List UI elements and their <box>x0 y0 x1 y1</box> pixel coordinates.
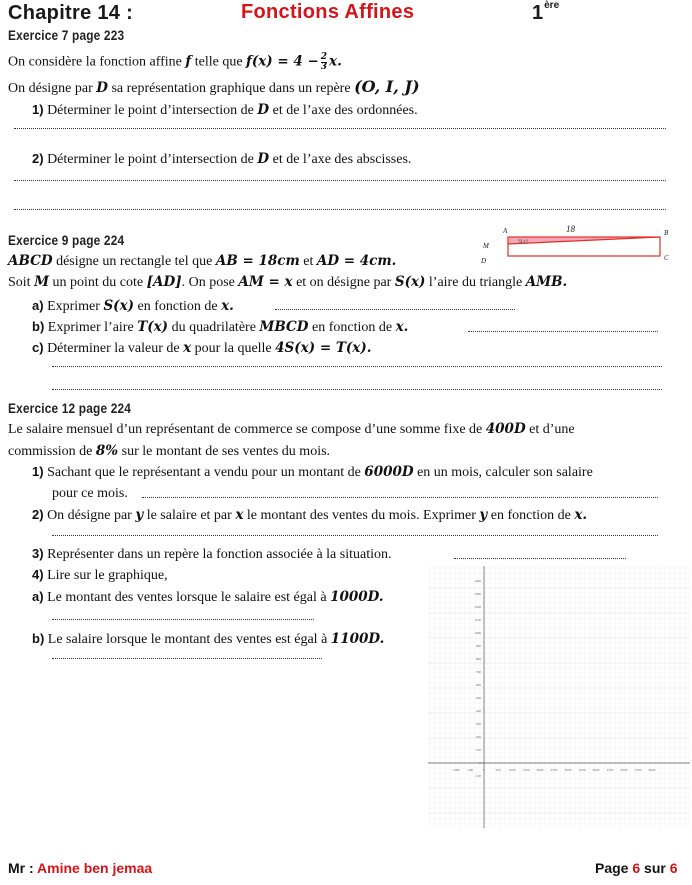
chapter-title: Fonctions Affines <box>241 1 415 23</box>
ex9-qa-x: x. <box>221 298 234 314</box>
length-label: 18 <box>566 224 575 234</box>
y-tick-label: 100 <box>475 748 481 752</box>
ex12-q1-c: pour ce mois. <box>52 486 128 501</box>
ex12-q2-b: le salaire et par <box>146 508 232 523</box>
y-tick-label: 600 <box>475 683 481 687</box>
ex9-et: et <box>303 254 314 269</box>
x-tick-label: -500 <box>466 768 474 772</box>
chapter-label: Chapitre 14 : <box>8 2 134 24</box>
ex9-seg: [AD] <box>146 274 182 290</box>
ex12-q2-y: y <box>135 507 144 523</box>
ex7-q1-num: 1) <box>32 102 44 117</box>
y-tick-label: 500 <box>475 696 481 700</box>
answer-line[interactable] <box>14 180 666 181</box>
answer-line[interactable] <box>52 389 662 390</box>
area-label: S(x) <box>518 239 528 245</box>
point-a-label: A <box>503 227 508 235</box>
point-m-label: M <box>483 242 489 250</box>
author-prefix: Mr : <box>8 860 34 876</box>
ex12-q2-c: le montant des ventes du mois. Exprimer <box>246 508 476 523</box>
page-indicator <box>595 860 678 876</box>
y-tick-label: 400 <box>475 709 481 713</box>
y-tick-label: -100 <box>474 774 481 778</box>
y-tick-label: 700 <box>475 670 481 674</box>
ex12-qa <box>32 588 384 606</box>
ex9-qa-before: Exprimer <box>47 299 100 314</box>
ex9-m: M <box>34 274 50 290</box>
point-d-label: D <box>481 257 487 265</box>
ex9-qb-num: b) <box>32 319 45 334</box>
ex9-qb-x: x. <box>395 319 409 335</box>
ex12-qb-text: Le salaire lorsque le montant des ventes est égal à <box>47 632 328 647</box>
x-tick-label: 5000 <box>620 768 628 772</box>
y-tick-label: 1100 <box>474 618 481 622</box>
author-name: Amine ben jemaa <box>37 860 153 876</box>
y-tick-label: 1400 <box>474 579 481 583</box>
ex7-q2-before: Déterminer le point d’intersection de <box>47 152 254 167</box>
x-tick-label: 3000 <box>564 768 572 772</box>
ex12-q2-x: x <box>235 507 244 523</box>
ex9-qb-mbcd: MBCD <box>259 319 309 335</box>
answer-line[interactable] <box>142 497 658 498</box>
page-of: sur <box>644 860 666 876</box>
answer-line[interactable] <box>52 366 662 367</box>
ex7-q1-before: Déterminer le point d’intersection de <box>47 103 254 118</box>
ex12-q4 <box>32 566 168 584</box>
ex9-qb <box>32 318 408 336</box>
ex12-p1-val: 400D <box>485 421 526 437</box>
answer-line[interactable] <box>52 535 658 536</box>
author-footer <box>8 860 152 876</box>
ex12-qb <box>32 630 384 648</box>
ex9-line1 <box>8 253 396 270</box>
x-tick-label: 4000 <box>592 768 600 772</box>
answer-line[interactable] <box>275 309 515 310</box>
ex12-qb-num: b) <box>32 631 45 646</box>
y-tick-label: 800 <box>475 657 481 661</box>
ex7-title: Exercice 7 page 223 <box>8 28 125 43</box>
ex12-q1-b: en un mois, calculer son salaire <box>417 465 593 480</box>
y-tick-label: 900 <box>475 644 481 648</box>
ex9-soit: Soit <box>8 275 31 290</box>
ex9-qb-t: T(x) <box>137 319 169 335</box>
ex12-title: Exercice 12 page 224 <box>8 401 132 416</box>
ex12-q1-a: Sachant que le représentant a vendu pour un montant de <box>47 465 361 480</box>
x-tick-label: 4500 <box>606 768 614 772</box>
ex9-qc-x: x <box>183 340 192 356</box>
ex7-formula-right: x. <box>329 53 342 70</box>
ex12-p2-a: commission de <box>8 444 93 459</box>
x-tick-label: 3500 <box>578 768 586 772</box>
x-tick-label: 5500 <box>634 768 642 772</box>
page-total: 6 <box>669 860 678 876</box>
ex12-q3 <box>32 545 391 563</box>
ex7-line2-before: On désigne par <box>8 81 93 96</box>
point-b-label: B <box>664 229 669 237</box>
page-word: Page <box>595 860 629 876</box>
ex9-qa <box>32 297 234 315</box>
ex7-line2-mid: sa représentation graphique dans un repère <box>111 81 351 96</box>
ex12-p1-a: Le salaire mensuel d’un représentant de commerce se compose d’une somme fixe de <box>8 422 483 437</box>
graph-grid[interactable] <box>428 566 690 828</box>
y-tick-label: 1000 <box>474 631 481 635</box>
x-tick-label: -1000 <box>452 768 460 772</box>
ex12-p2 <box>8 443 330 460</box>
ex9-qc-eq: 4S(x) = T(x). <box>275 340 372 356</box>
ex9-line2-d: l’aire du triangle <box>428 275 523 290</box>
ex7-line2-D: D <box>96 80 108 96</box>
level-label <box>532 2 559 25</box>
fraction-num: 2 <box>320 52 328 62</box>
ex9-line2-a: un point du cote <box>52 275 144 290</box>
ex9-abcd: ABCD <box>8 253 53 269</box>
ex7-intro-f: f <box>185 53 192 70</box>
x-tick-label: 1000 <box>508 768 516 772</box>
ex9-qb-mid2: en fonction de <box>311 320 393 335</box>
point-c-label: C <box>664 254 669 262</box>
ex9-amb: AMB. <box>525 274 568 290</box>
y-tick-label: 1200 <box>474 605 481 609</box>
answer-line[interactable] <box>52 658 322 659</box>
ex9-ab: AB = 18cm <box>215 253 300 269</box>
x-tick-label: 6000 <box>648 768 656 772</box>
y-tick-label: 300 <box>475 722 481 726</box>
x-tick-label: 2500 <box>550 768 558 772</box>
ex12-qa-val: 1000D. <box>330 589 384 605</box>
ex9-qc <box>32 339 371 357</box>
ex7-q2-after: et de l’axe des abscisses. <box>272 152 412 167</box>
ex12-p2-b: sur le montant de ses ventes du mois. <box>121 444 331 459</box>
ex9-qb-before: Exprimer l’aire <box>47 320 134 335</box>
answer-line[interactable] <box>454 558 626 559</box>
rectangle-figure <box>476 222 692 274</box>
ex12-qa-text: Le montant des ventes lorsque le salaire est égal à <box>47 590 327 605</box>
ex9-qc-before: Déterminer la valeur de <box>47 341 180 356</box>
level-suffix: ère <box>544 0 560 11</box>
page-current: 6 <box>632 860 641 876</box>
ex12-q1-val: 6000D <box>364 464 414 480</box>
x-tick-label: 2000 <box>536 768 544 772</box>
ex9-qc-mid: pour la quelle <box>194 341 272 356</box>
ex9-s: S(x) <box>394 274 426 290</box>
ex12-p1 <box>8 421 575 438</box>
ex9-line2-c: et on désigne par <box>296 275 392 290</box>
ex7-q1-after: et de l’axe des ordonnées. <box>272 103 418 118</box>
y-tick-label: 200 <box>475 735 481 739</box>
ex9-line1-text: désigne un rectangle tel que <box>56 254 213 269</box>
ex9-ad: AD = 4cm. <box>316 253 397 269</box>
ex12-q1-num: 1) <box>32 464 44 479</box>
ex12-q2-d: en fonction de <box>490 508 571 523</box>
answer-line[interactable] <box>14 209 666 210</box>
ex12-q4-num: 4) <box>32 567 44 582</box>
ex12-qa-num: a) <box>32 589 44 604</box>
ex12-q3-num: 3) <box>32 546 44 561</box>
x-tick-label: 1500 <box>522 768 530 772</box>
ex7-q1 <box>32 101 418 119</box>
ex12-p1-b: et d’une <box>529 422 575 437</box>
level-number: 1 <box>532 2 544 24</box>
ex7-intro-text: On considère la fonction affine <box>8 54 182 70</box>
ex7-intro-mid: telle que <box>194 54 243 70</box>
ex12-p2-pct: 8% <box>95 443 119 459</box>
ex9-qc-num: c) <box>32 340 44 355</box>
ex7-intro <box>8 53 342 72</box>
ex9-line2 <box>8 274 567 291</box>
ex7-q1-D: D <box>257 102 270 118</box>
answer-line[interactable] <box>468 331 658 332</box>
answer-line[interactable] <box>14 128 666 129</box>
ex12-q3-text: Représenter dans un repère la fonction associée à la situation. <box>47 547 392 562</box>
ex9-qa-s: S(x) <box>103 298 135 314</box>
ex12-q1 <box>32 463 593 481</box>
ex7-repere: (O, I, J) <box>354 77 420 96</box>
ex12-q2-y2: y <box>479 507 488 523</box>
ex12-q2-x2: x. <box>574 507 588 523</box>
ex12-q2 <box>32 506 587 524</box>
ex9-line2-b: . On pose <box>181 275 235 290</box>
ex7-line2 <box>8 78 420 97</box>
ex9-qa-num: a) <box>32 298 44 313</box>
ex7-fraction <box>321 53 327 72</box>
y-tick-label: 1300 <box>474 592 481 596</box>
fraction-den: 3 <box>320 62 328 72</box>
ex9-qb-mid: du quadrilatère <box>171 320 256 335</box>
ex12-qb-val: 1100D. <box>330 631 385 647</box>
ex7-formula-left: f(x) = 4 − <box>246 53 319 70</box>
ex7-q2-D: D <box>257 151 270 167</box>
ex9-title: Exercice 9 page 224 <box>8 233 125 248</box>
ex12-q2-a: On désigne par <box>47 508 132 523</box>
y-tick-label: 0 <box>479 761 481 765</box>
ex7-q2 <box>32 150 411 168</box>
ex9-qa-mid: en fonction de <box>137 299 218 314</box>
ex9-am: AM = x <box>238 274 293 290</box>
x-tick-label: 500 <box>495 768 501 772</box>
ex12-q2-num: 2) <box>32 507 44 522</box>
ex7-q2-num: 2) <box>32 151 44 166</box>
x-tick-label: 0 <box>483 768 485 772</box>
ex12-q4-text: Lire sur le graphique, <box>47 568 168 583</box>
answer-line[interactable] <box>52 619 314 620</box>
